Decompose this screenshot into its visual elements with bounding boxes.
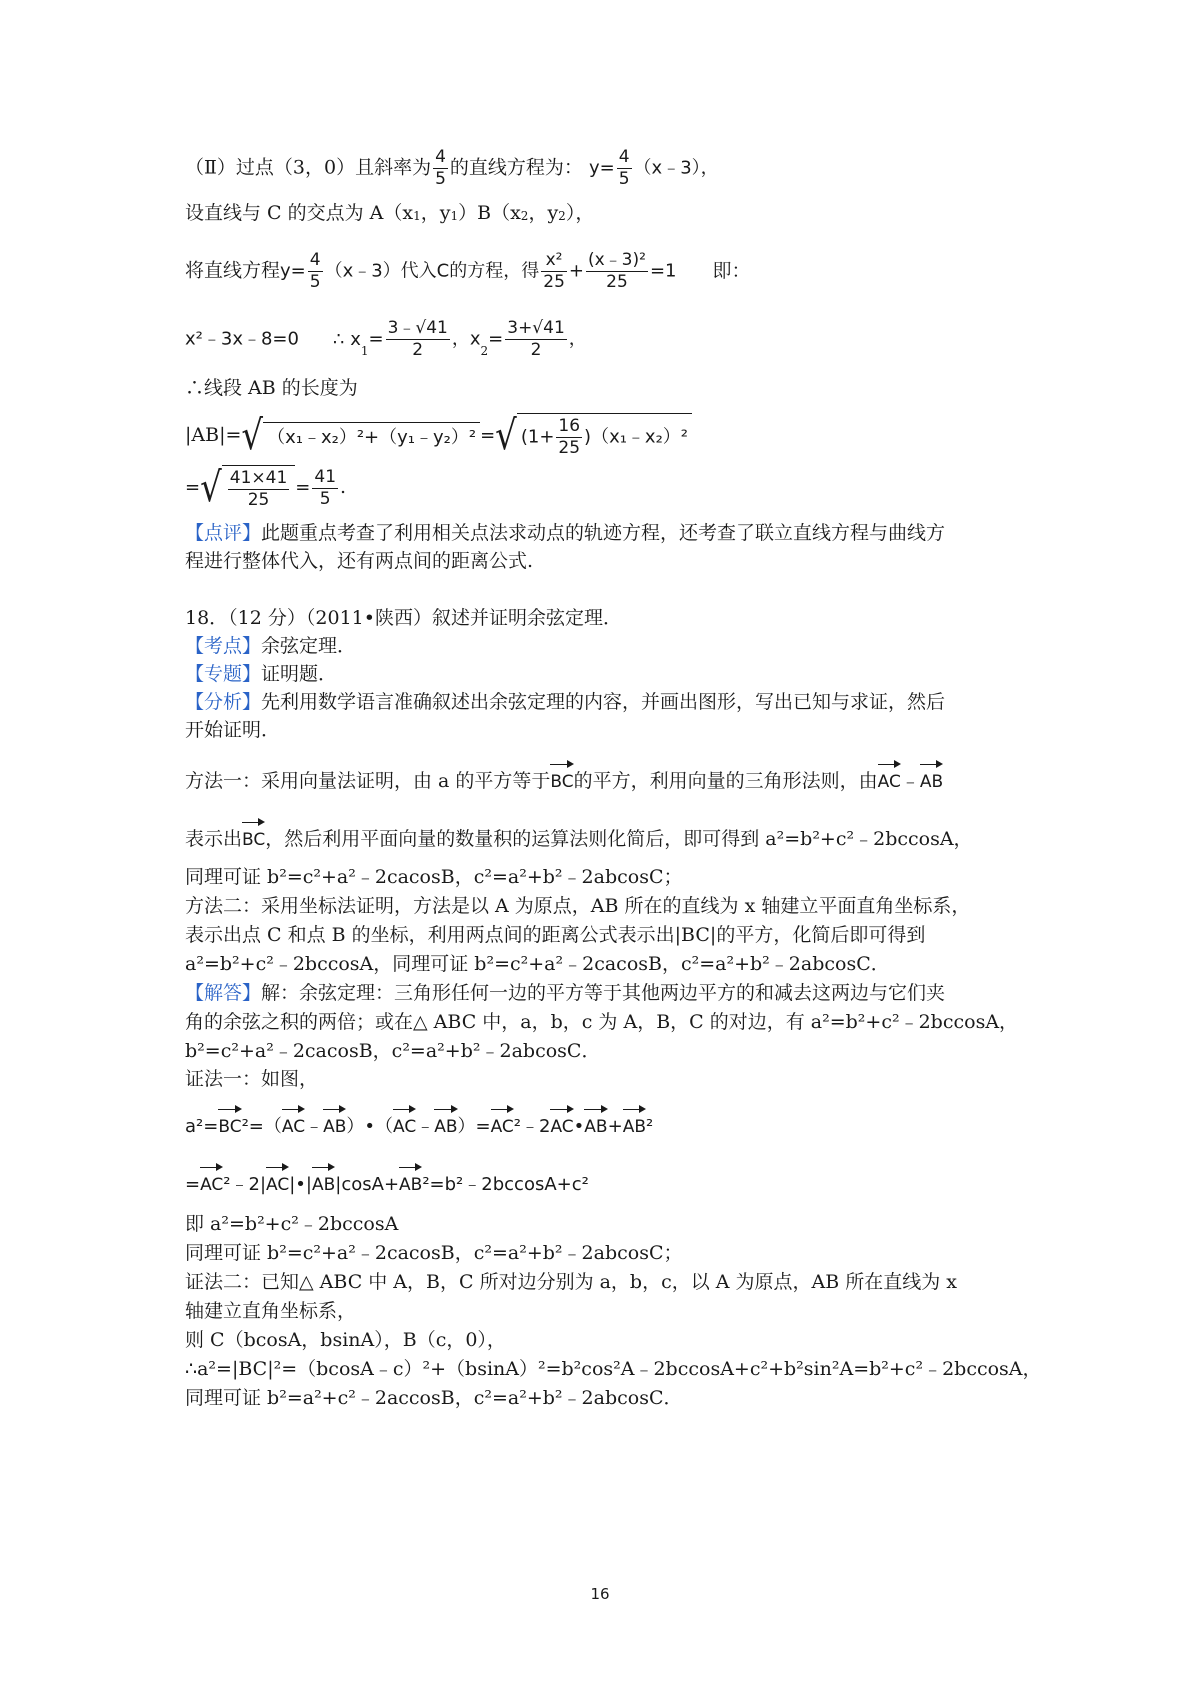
math: ，x [451, 328, 481, 350]
text: a²=b²+c²﹣2bccosA，同理可证 b²=c²+a²﹣2cacosB，c²=a²+b²﹣2abcosC． [185, 953, 890, 975]
text: 的直线方程为： [449, 156, 583, 179]
vector-ac: AC [282, 1105, 305, 1140]
square-root: √ (1+ $\frac{16}{25}$ )（x₁﹣x₂）² [495, 413, 692, 459]
comment-tag: 【点评】 [185, 522, 262, 544]
fraction [505, 318, 567, 361]
text: 表示出点 C 和点 B 的坐标，利用两点间的距离公式表示出|BC|的平方，化简后即可得到 [185, 924, 926, 946]
text: ，y [420, 202, 451, 224]
denominator: 5 [319, 488, 331, 509]
text: 表示出 [185, 828, 243, 850]
vector-bc: BC [242, 818, 265, 853]
text: 此题重点考查了利用相关点法求动点的轨迹方程，还考查了联立直线方程与曲线方 [261, 522, 946, 544]
vector-ac: AC [393, 1105, 416, 1140]
math: + [568, 260, 584, 282]
proof-two-line-5 [185, 1385, 682, 1411]
fraction [586, 250, 648, 293]
numerator: (x﹣3)² [587, 250, 646, 270]
text: . [340, 476, 347, 498]
vector-ac: AC [266, 1163, 289, 1198]
proof-one-title [185, 1066, 318, 1092]
text: 证法一：如图， [185, 1068, 319, 1090]
method-one-line-1 [185, 760, 943, 795]
fraction [617, 147, 632, 190]
fraction [541, 250, 567, 293]
denominator: 25 [543, 272, 565, 292]
text: 余弦定理． [261, 635, 357, 657]
proof-two-line-1 [185, 1269, 957, 1295]
math: y= [588, 157, 615, 179]
question-title: 18．（12 分）（2011•陕西）叙述并证明余弦定理． [185, 607, 622, 629]
denominator: 2 [412, 340, 424, 360]
vector-ac: AC [200, 1163, 223, 1198]
result-line [185, 1211, 398, 1237]
jieda-line-3 [185, 1038, 600, 1064]
text: 解：余弦定理：三角形任何一边的平方等于其他两边平方的和减去这两边与它们夹 [261, 982, 946, 1004]
line-result [185, 465, 346, 511]
fraction [433, 147, 448, 190]
vector-equation-2: =AC²﹣2|AC|•|AB|cosA+AB²=b²﹣2bccosA+c² [185, 1163, 589, 1198]
text: 将直线方程 [185, 259, 281, 282]
jieda-line-1 [185, 980, 945, 1006]
math: =1 [649, 260, 677, 282]
vector-ac: AC [491, 1105, 514, 1140]
vector-bc: BC [218, 1105, 241, 1140]
vector-ab: AB [323, 1105, 346, 1140]
square-root: √ （x₁﹣x₂）²+（y₁﹣y₂）² [241, 419, 480, 453]
vector-ac: AC [550, 1105, 573, 1140]
denominator: 5 [618, 169, 630, 189]
vector-ab: AB [584, 1105, 607, 1140]
denominator: 5 [435, 169, 446, 189]
text: 证明题． [261, 663, 338, 685]
text: b²=c²+a²﹣2cacosB，c²=a²+b²﹣2abcosC． [185, 1040, 601, 1062]
numerator: 4 [309, 250, 321, 270]
proof-two-line-3 [185, 1327, 506, 1353]
text: ，y [528, 202, 559, 224]
text: ）B（x [458, 202, 521, 224]
vector-ab: AB [623, 1105, 646, 1140]
comment-line-1 [185, 520, 945, 546]
text: 的平方，利用向量的三角形法则，由 [573, 770, 878, 792]
method-one-line-3 [185, 864, 682, 890]
fenxi-tag: 【分析】 [185, 691, 262, 713]
math: ∴ x [333, 328, 361, 350]
text: 同理可证 b²=a²+c²﹣2accosB，c²=a²+b²﹣2abcosC． [185, 1387, 683, 1409]
subscript: 1 [450, 209, 459, 223]
line-intersection [185, 200, 594, 226]
text: 同理可证 b²=c²+a²﹣2cacosB，c²=a²+b²﹣2abcosC； [185, 866, 683, 888]
math: （x﹣3）， [633, 157, 719, 179]
text: 则 C（bcosA，bsinA），B（c，0）， [185, 1329, 506, 1351]
method-two-line-1 [185, 893, 970, 919]
radicand: (1+ $\frac{16}{25}$ )（x₁﹣x₂）² [517, 413, 692, 459]
text: 先利用数学语言准确叙述出余弦定理的内容，并画出图形，写出已知与求证，然后 [261, 691, 946, 713]
math: ， [568, 328, 587, 350]
text: 轴建立直角坐标系， [185, 1300, 357, 1322]
text: 程进行整体代入，还有两点间的距离公式. [185, 550, 534, 572]
vector-ab: AB [920, 760, 943, 795]
vector-ab: AB [312, 1163, 335, 1198]
subscript: 2 [558, 209, 566, 223]
fenxi-line-1 [185, 689, 945, 715]
math: = [368, 328, 384, 350]
denominator: 5 [309, 272, 321, 292]
math: = [488, 328, 504, 350]
vector-equation-1: a²=BC²=（AC﹣AB）•（AC﹣AB）=AC²﹣2AC•AB+AB² [185, 1105, 653, 1140]
numerator: 4 [618, 147, 630, 167]
line-substitute [185, 250, 751, 293]
question-18 [185, 605, 622, 631]
proof-two-line-4 [185, 1356, 1042, 1382]
text: 开始证明． [185, 719, 281, 741]
text: 同理可证 b²=c²+a²﹣2cacosB，c²=a²+b²﹣2abcosC； [185, 1242, 683, 1264]
zhuanti-line [185, 661, 337, 687]
page-number: 16 [590, 1585, 610, 1603]
text: 即： [712, 259, 751, 282]
subscript: 1 [360, 344, 369, 358]
denominator: 2 [530, 340, 542, 360]
subscript: 1 [413, 209, 421, 223]
proof-two-line-2 [185, 1298, 356, 1324]
vector-ab: AB [434, 1105, 457, 1140]
radicand: （x₁﹣x₂）²+（y₁﹣y₂）² [263, 422, 480, 451]
text: ，然后利用平面向量的数量积的运算法则化简后，即可得到 a²=b²+c²﹣2bccosA， [265, 828, 973, 850]
denominator: 25 [606, 272, 628, 292]
text: （Ⅱ）过点（3，0）且斜率为 [185, 156, 432, 179]
math: = [480, 425, 496, 446]
text: ﹣ [900, 770, 920, 792]
numerator: 3+√41 [507, 318, 565, 338]
jieda-line-2 [185, 1009, 1018, 1035]
line-point-slope [185, 147, 719, 190]
kaodian-line [185, 633, 356, 659]
vector-ab: AB [399, 1163, 422, 1198]
text: 方法二：采用坐标法证明，方法是以 A 为原点，AB 所在的直线为 x 轴建立平面直角坐标系， [185, 895, 971, 917]
jieda-tag: 【解答】 [185, 982, 262, 1004]
text: 方法一：采用向量法证明，由 a 的平方等于 [185, 770, 551, 792]
text: 设直线与 C 的交点为 A（x [185, 202, 414, 224]
text: 即 a²=b²+c²﹣2bccosA [185, 1213, 399, 1235]
math: y= [280, 260, 306, 282]
math: x²﹣3x﹣8=0 [185, 328, 299, 350]
method-two-line-3 [185, 951, 890, 977]
numerator: 41 [314, 466, 337, 487]
vector-bc: BC [550, 760, 573, 795]
line-distance [185, 413, 692, 459]
subscript: 2 [480, 344, 489, 358]
numerator: 4 [435, 147, 446, 167]
kaodian-tag: 【考点】 [185, 635, 262, 657]
method-one-line-2 [185, 818, 973, 853]
subscript: 2 [520, 209, 529, 223]
fraction [386, 318, 450, 361]
fraction [312, 467, 338, 510]
line-roots [185, 318, 587, 361]
text: ∴线段 AB 的长度为 [185, 377, 358, 399]
text: |AB|= [185, 424, 242, 446]
zhuanti-tag: 【专题】 [185, 663, 262, 685]
similar-proof-line [185, 1240, 682, 1266]
text: 角的余弦之积的两倍；或在△ ABC 中，a，b，c 为 A，B，C 的对边，有 a²=b²+c²﹣2bccosA， [185, 1011, 1019, 1033]
fraction [308, 250, 323, 293]
math: = [295, 477, 311, 498]
numerator: 3﹣√41 [387, 318, 448, 338]
fenxi-line-2 [185, 717, 280, 743]
square-root: √ $\frac{41\times 41}{25}$ [200, 465, 295, 511]
text: 证法二：已知△ ABC 中 A，B，C 所对边分别为 a，b，c，以 A 为原点，AB 所在直线为 x [185, 1271, 958, 1293]
method-two-line-2 [185, 922, 925, 948]
comment-line-2 [185, 548, 533, 574]
text: ∴a²=|BC|²=（bcosA﹣c）²+（bsinA）²=b²cos²A﹣2bccosA+c²+b²sin²A=b²+c²﹣2bccosA， [185, 1358, 1042, 1380]
text: ）， [565, 202, 595, 224]
numerator: x² [541, 250, 567, 272]
vector-ac: AC [878, 760, 901, 795]
line-length-title [185, 375, 358, 401]
math: （x﹣3）代入C的方程，得 [324, 260, 540, 282]
math: = [185, 477, 201, 498]
